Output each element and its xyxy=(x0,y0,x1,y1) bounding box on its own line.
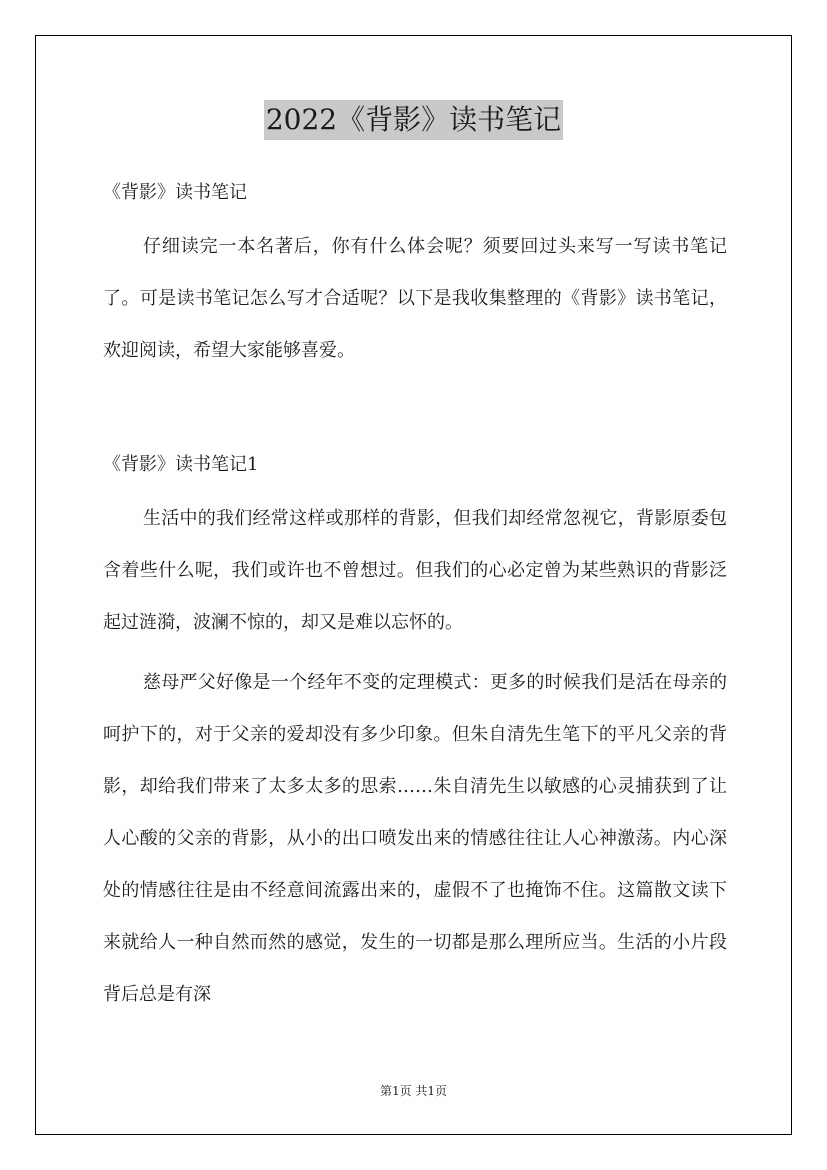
title-container xyxy=(0,100,827,140)
document-subtitle: 《背影》读书笔记 xyxy=(103,182,247,203)
body-paragraph-1: 生活中的我们经常这样或那样的背影，但我们却经常忽视它，背影原委包含着些什么呢，我们或许也不曾想过。但我们的心必定曾为某些熟识的背影泛起过涟漪，波澜不惊的，却又是难以忘怀的。 xyxy=(103,508,727,633)
section-heading: 《背影》读书笔记1 xyxy=(103,454,259,475)
body-paragraph-2: 慈母严父好像是一个经年不变的定理模式：更多的时候我们是活在母亲的呵护下的，对于父亲的爱却没有多少印象。但朱自清先生笔下的平凡父亲的背影，却给我们带来了太多太多的思索……朱自清先生以敏感的心灵捕获到了让人心酸的父亲的背影，从小的出口喷发出来的情感往往让人心神激荡。内心深处的情感往往是由不经意间流露出来的，虚假不了也掩饰不住。这篇散文读下来就给人一种自然而然的感觉，发生的一切都是那么理所应当。生活的小片段背后总是有深 xyxy=(103,672,727,1005)
page-footer: 第1页 共1页 xyxy=(379,1084,448,1098)
document-title: 2022《背影》读书笔记 xyxy=(264,100,563,140)
intro-paragraph: 仔细读完一本名著后，你有什么体会呢？须要回过头来写一写读书笔记了。可是读书笔记怎么写才合适呢？以下是我收集整理的《背影》读书笔记，欢迎阅读，希望大家能够喜爱。 xyxy=(103,236,727,361)
